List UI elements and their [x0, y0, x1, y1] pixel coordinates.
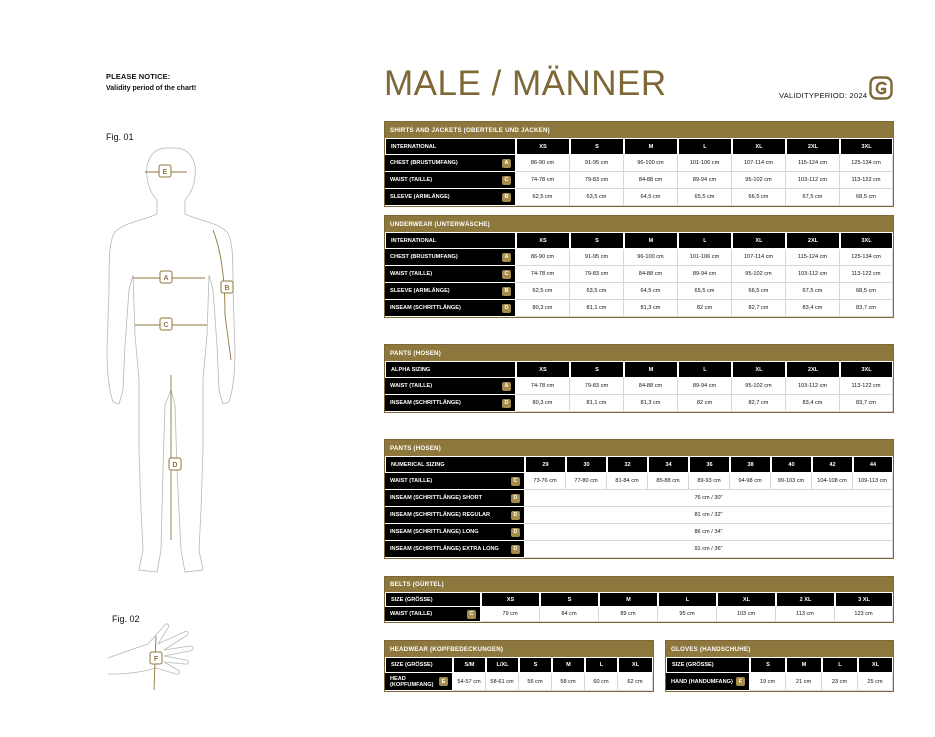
header-cell: 36 — [689, 456, 730, 473]
header-cell: 42 — [812, 456, 853, 473]
header-cell: M — [552, 657, 585, 673]
table-cell: 103-112 cm — [786, 378, 840, 395]
row-label: INSEAM (SCHRITTLÄNGE) EXTRA LONG — [390, 546, 499, 552]
table-cell: 67,5 cm — [786, 189, 840, 206]
badge: C — [467, 610, 476, 619]
header-cell: XS — [516, 138, 570, 155]
badge: D — [511, 494, 520, 503]
gloves-table — [665, 640, 894, 692]
table-cell: 80,3 cm — [516, 300, 570, 317]
brand-logo-icon — [869, 76, 893, 100]
label-c: C — [163, 322, 169, 329]
table-cell: 58 cm — [552, 673, 585, 691]
table-cell: 21 cm — [786, 673, 822, 691]
badge: C — [502, 270, 511, 279]
table-cell: 95-102 cm — [732, 172, 786, 189]
header-cell: S — [570, 232, 624, 249]
header-cell: XS — [516, 232, 570, 249]
table-row — [385, 189, 893, 206]
table-cell: 79 cm — [481, 607, 540, 622]
table-row — [385, 673, 653, 691]
table-cell: 62,5 cm — [516, 189, 570, 206]
table-cell: 91-95 cm — [570, 155, 624, 172]
table-cell: 79-83 cm — [570, 266, 624, 283]
table-cell: 86 cm / 34" — [525, 524, 893, 541]
table-cell: 60 cm — [585, 673, 618, 691]
header-cell: NUMERICAL SIZING — [385, 456, 525, 473]
table-cell: 19 cm — [750, 673, 786, 691]
row-label: INSEAM (SCHRITTLÄNGE) SHORT — [390, 495, 482, 501]
table-cell: 83,7 cm — [840, 395, 893, 412]
table-cell: 113-122 cm — [840, 172, 893, 189]
belts-table — [384, 576, 894, 623]
table-cell: 86-90 cm — [516, 249, 570, 266]
body-measurement-figure — [95, 140, 275, 585]
figure-2-label: Fig. 02 — [112, 614, 140, 624]
table-cell: 101-106 cm — [678, 249, 732, 266]
table-cell: 107-114 cm — [732, 249, 786, 266]
table-row — [385, 395, 893, 412]
table-cell: 25 cm — [858, 673, 893, 691]
header-cell: S/M — [453, 657, 486, 673]
figure-1-label: Fig. 01 — [106, 132, 134, 142]
table-cell: 81,1 cm — [570, 300, 624, 317]
table-cell: 91 cm / 36" — [525, 541, 893, 558]
header-cell: 34 — [648, 456, 689, 473]
table-cell: 125-134 cm — [840, 249, 893, 266]
header-cell: INTERNATIONAL — [385, 232, 516, 249]
validity-period: VALIDITYPERIOD: 2024 — [779, 91, 868, 100]
table-row — [385, 541, 893, 558]
table-row — [385, 172, 893, 189]
table-row — [385, 607, 893, 622]
header-cell: 38 — [730, 456, 771, 473]
badge: A — [502, 253, 511, 262]
table-cell: 91-95 cm — [570, 249, 624, 266]
header-cell: 29 — [525, 456, 566, 473]
table-cell: 82,7 cm — [732, 395, 786, 412]
table-cell: 23 cm — [822, 673, 858, 691]
header-cell: XS — [516, 361, 570, 378]
table-cell: 113 cm — [776, 607, 835, 622]
table-cell: 74-78 cm — [516, 378, 570, 395]
badge: C — [502, 176, 511, 185]
table-cell: 81 cm / 32" — [525, 507, 893, 524]
header-cell: XS — [481, 592, 540, 607]
header-cell: XL — [618, 657, 653, 673]
table-cell: 85-88 cm — [648, 473, 689, 490]
table-cell: 67,5 cm — [786, 283, 840, 300]
label-b: B — [224, 285, 230, 292]
table-cell: 95 cm — [658, 607, 717, 622]
table-cell: 83,4 cm — [786, 395, 840, 412]
hand-measurement-figure — [104, 612, 199, 692]
table-cell: 113-122 cm — [840, 266, 893, 283]
table-row — [385, 490, 893, 507]
notice-title: PLEASE NOTICE: — [106, 72, 171, 81]
table-cell: 103-112 cm — [786, 266, 840, 283]
row-label: SLEEVE (ARMLÄNGE) — [390, 194, 450, 200]
row-label: INSEAM (SCHRITTLÄNGE) REGULAR — [390, 512, 491, 518]
pants-alpha-table-title: PANTS (HOSEN) — [385, 345, 893, 361]
table-cell: 81-84 cm — [607, 473, 648, 490]
header-cell: INTERNATIONAL — [385, 138, 516, 155]
header-cell: 2XL — [786, 361, 840, 378]
table-cell: 62,5 cm — [516, 283, 570, 300]
badge: A — [502, 382, 511, 391]
header-cell: L — [678, 138, 732, 155]
table-cell: 89-94 cm — [678, 172, 732, 189]
table-cell: 99-103 cm — [771, 473, 812, 490]
header-cell: L — [678, 232, 732, 249]
table-cell: 83,4 cm — [786, 300, 840, 317]
table-cell: 56 cm — [519, 673, 552, 691]
header-cell: 30 — [566, 456, 607, 473]
header-cell: 2XL — [786, 138, 840, 155]
header-cell: SIZE (GRÖSSE) — [385, 592, 481, 607]
page-title: MALE / MÄNNER — [384, 64, 667, 103]
badge: F — [736, 677, 745, 686]
badge: B — [502, 287, 511, 296]
belts-table-title: BELTS (GÜRTEL) — [385, 577, 893, 592]
table-cell: 64,5 cm — [624, 283, 678, 300]
row-label: HAND (HANDUMFANG) — [671, 678, 733, 685]
header-cell: 40 — [771, 456, 812, 473]
notice — [106, 72, 306, 92]
table-row — [666, 673, 893, 691]
table-cell: 74-78 cm — [516, 266, 570, 283]
badge: C — [511, 477, 520, 486]
pants-numeric-header-row — [385, 456, 893, 473]
header-cell: M — [624, 138, 678, 155]
header-cell: S — [570, 361, 624, 378]
pants-numeric-table-title: PANTS (HOSEN) — [385, 440, 893, 456]
notice-text: Validity period of the chart! — [106, 85, 197, 92]
belts-header-row — [385, 592, 893, 607]
table-cell: 109-113 cm — [853, 473, 893, 490]
table-cell: 84-88 cm — [624, 378, 678, 395]
badge: A — [502, 159, 511, 168]
pants-alpha-header-row — [385, 361, 893, 378]
table-row — [385, 283, 893, 300]
table-cell: 81,3 cm — [624, 395, 678, 412]
header-cell: 44 — [853, 456, 893, 473]
badge: D — [511, 511, 520, 520]
shirts-table — [384, 121, 894, 207]
table-cell: 77-80 cm — [566, 473, 607, 490]
label-e: E — [162, 169, 168, 176]
underwear-header-row — [385, 232, 893, 249]
table-row — [385, 507, 893, 524]
row-label: WAIST (TAILLE) — [390, 611, 433, 617]
header-cell: L — [678, 361, 732, 378]
row-label: INSEAM (SCHRITTLÄNGE) — [390, 305, 461, 311]
shirts-table-title: SHIRTS AND JACKETS (OBERTEILE UND JACKEN) — [385, 122, 893, 138]
table-cell: 81,3 cm — [624, 300, 678, 317]
table-cell: 89-94 cm — [678, 378, 732, 395]
header-cell: 3XL — [840, 361, 893, 378]
table-cell: 113-122 cm — [840, 378, 893, 395]
header-cell: S — [570, 138, 624, 155]
table-cell: 68,5 cm — [840, 283, 893, 300]
row-label: CHEST (BRUSTUMFANG) — [390, 254, 458, 260]
table-cell: 96-100 cm — [624, 249, 678, 266]
headwear-header-row — [385, 657, 653, 673]
header-cell: L — [585, 657, 618, 673]
header-cell: 3 XL — [835, 592, 893, 607]
header-cell: M — [786, 657, 822, 673]
table-cell: 68,5 cm — [840, 189, 893, 206]
row-label: INSEAM (SCHRITTLÄNGE) — [390, 400, 461, 406]
table-cell: 82,7 cm — [732, 300, 786, 317]
header-cell: S — [750, 657, 786, 673]
pants-numeric-table — [384, 439, 894, 559]
table-cell: 73-76 cm — [525, 473, 566, 490]
gloves-table-title: GLOVES (HANDSCHUHE) — [666, 641, 893, 657]
underwear-table — [384, 215, 894, 318]
badge: B — [502, 193, 511, 202]
shirts-header-row — [385, 138, 893, 155]
header-cell: S — [540, 592, 599, 607]
badge: D — [502, 399, 511, 408]
table-cell: 95-102 cm — [732, 266, 786, 283]
header-cell: S — [519, 657, 552, 673]
table-cell: 115-124 cm — [786, 155, 840, 172]
table-cell: 89-93 cm — [689, 473, 730, 490]
header-cell: L — [658, 592, 717, 607]
row-label: SLEEVE (ARMLÄNGE) — [390, 288, 450, 294]
table-cell: 84 cm — [540, 607, 599, 622]
table-cell: 82 cm — [678, 395, 732, 412]
table-cell: 84-88 cm — [624, 266, 678, 283]
header-cell: M — [624, 361, 678, 378]
headwear-table-title: HEADWEAR (KOPFBEDECKUNGEN) — [385, 641, 653, 657]
row-label: WAIST (TAILLE) — [390, 383, 433, 389]
table-cell: 89 cm — [599, 607, 658, 622]
table-cell: 65,5 cm — [678, 189, 732, 206]
table-cell: 101-106 cm — [678, 155, 732, 172]
header-cell: 2 XL — [776, 592, 835, 607]
table-row — [385, 378, 893, 395]
table-cell: 86-90 cm — [516, 155, 570, 172]
row-label: CHEST (BRUSTUMFANG) — [390, 160, 458, 166]
header-cell: 32 — [607, 456, 648, 473]
badge: D — [511, 528, 520, 537]
table-cell: 95-102 cm — [732, 378, 786, 395]
table-cell: 94-98 cm — [730, 473, 771, 490]
headwear-table — [384, 640, 654, 692]
header-cell: XL — [732, 138, 786, 155]
table-cell: 65,5 cm — [678, 283, 732, 300]
table-cell: 63,5 cm — [570, 283, 624, 300]
header-cell: L/XL — [486, 657, 519, 673]
pants-alpha-table — [384, 344, 894, 413]
header-cell: 3XL — [840, 138, 893, 155]
header-cell: SIZE (GRÖSSE) — [666, 657, 750, 673]
table-cell: 82 cm — [678, 300, 732, 317]
label-d: D — [172, 462, 178, 469]
table-cell: 103 cm — [717, 607, 776, 622]
table-cell: 54-57 cm — [453, 673, 486, 691]
badge: D — [502, 304, 511, 313]
header-cell: XL — [717, 592, 776, 607]
header-cell: XL — [858, 657, 893, 673]
table-row — [385, 249, 893, 266]
table-cell: 96-100 cm — [624, 155, 678, 172]
gloves-header-row — [666, 657, 893, 673]
table-cell: 80,3 cm — [516, 395, 570, 412]
table-row — [385, 155, 893, 172]
table-cell: 63,5 cm — [570, 189, 624, 206]
row-label: WAIST (TAILLE) — [390, 478, 433, 484]
row-label: HEAD (KOPFUMFANG) — [390, 675, 434, 688]
header-cell: XL — [732, 361, 786, 378]
table-row — [385, 300, 893, 317]
table-cell: 104-108 cm — [812, 473, 853, 490]
table-row — [385, 266, 893, 283]
table-cell: 79-83 cm — [570, 172, 624, 189]
table-cell: 89-94 cm — [678, 266, 732, 283]
header-cell: M — [624, 232, 678, 249]
header-cell: M — [599, 592, 658, 607]
label-f: F — [153, 656, 159, 663]
badge: D — [511, 545, 520, 554]
table-cell: 115-124 cm — [786, 249, 840, 266]
header-cell: 2XL — [786, 232, 840, 249]
table-cell: 74-78 cm — [516, 172, 570, 189]
table-cell: 123 cm — [835, 607, 893, 622]
table-cell: 62 cm — [618, 673, 653, 691]
header-cell: XL — [732, 232, 786, 249]
header-cell: L — [822, 657, 858, 673]
table-cell: 84-88 cm — [624, 172, 678, 189]
table-cell: 76 cm / 30" — [525, 490, 893, 507]
table-cell: 81,1 cm — [570, 395, 624, 412]
row-label: WAIST (TAILLE) — [390, 271, 433, 277]
underwear-table-title: UNDERWEAR (UNTERWÄSCHE) — [385, 216, 893, 232]
header-cell: 3XL — [840, 232, 893, 249]
row-label: INSEAM (SCHRITTLÄNGE) LONG — [390, 529, 479, 535]
table-cell: 64,5 cm — [624, 189, 678, 206]
label-a: A — [163, 275, 169, 282]
table-cell: 125-134 cm — [840, 155, 893, 172]
table-cell: 83,7 cm — [840, 300, 893, 317]
table-row — [385, 473, 893, 490]
badge: E — [439, 677, 448, 686]
table-cell: 79-83 cm — [570, 378, 624, 395]
table-cell: 66,5 cm — [732, 283, 786, 300]
table-row — [385, 524, 893, 541]
table-cell: 103-112 cm — [786, 172, 840, 189]
row-label: WAIST (TAILLE) — [390, 177, 433, 183]
table-cell: 58-61 cm — [486, 673, 519, 691]
table-cell: 66,5 cm — [732, 189, 786, 206]
header-cell: SIZE (GRÖSSE) — [385, 657, 453, 673]
header-cell: ALPHA SIZING — [385, 361, 516, 378]
table-cell: 107-114 cm — [732, 155, 786, 172]
